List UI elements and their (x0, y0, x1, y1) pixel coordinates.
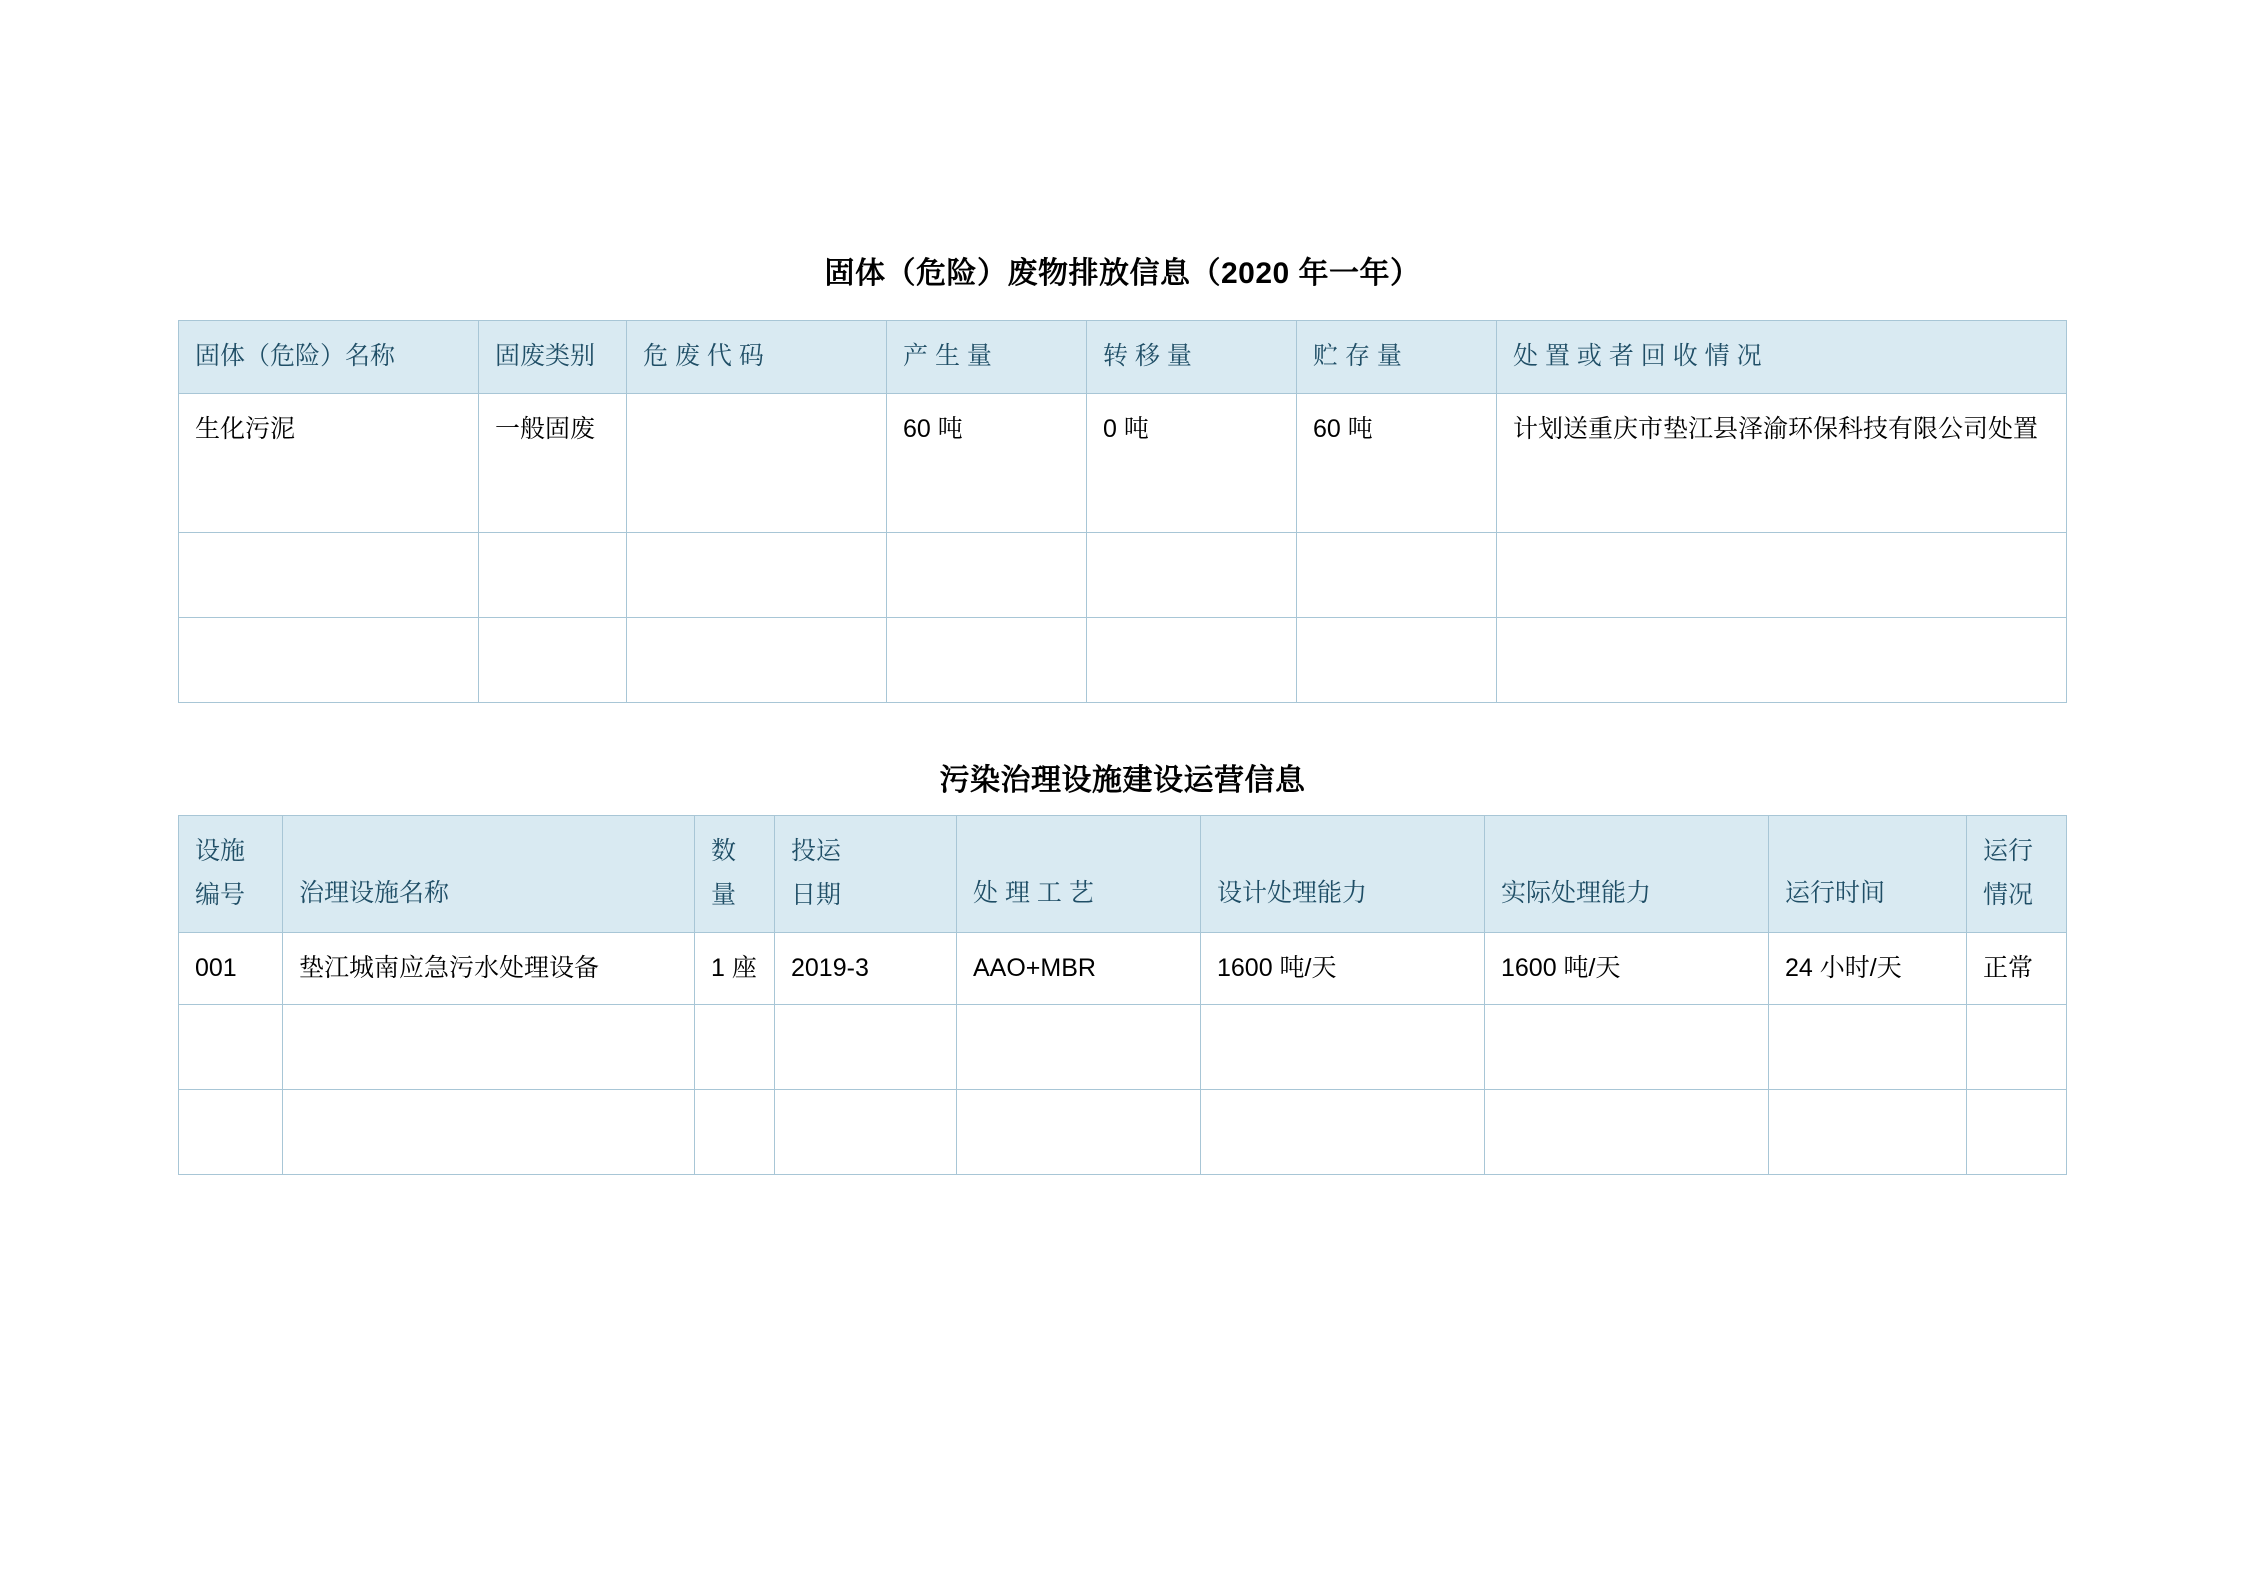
cell-facility-id (179, 1090, 283, 1175)
column-header-process (957, 816, 1201, 933)
table-row (179, 932, 2067, 1005)
column-header-line: 运行 (1983, 837, 2034, 865)
cell-generated (887, 617, 1087, 702)
cell-start-date (775, 1090, 957, 1175)
column-header-quantity (695, 816, 775, 933)
cell-process (957, 1090, 1201, 1175)
column-header-stored: 贮 存 量 (1297, 321, 1497, 394)
cell-disposal: 计划送重庆市垫江县泽渝环保科技有限公司处置 (1497, 393, 2067, 532)
column-header-start-date (775, 816, 957, 933)
table-row (179, 393, 2067, 532)
cell-quantity: 1 座 (695, 932, 775, 1005)
cell-process: AAO+MBR (957, 932, 1201, 1005)
table-header-row (179, 816, 2067, 933)
cell-name (179, 617, 479, 702)
cell-quantity (695, 1005, 775, 1090)
cell-disposal (1497, 617, 2067, 702)
table-row (179, 1090, 2067, 1175)
column-header-disposal: 处 置 或 者 回 收 情 况 (1497, 321, 2067, 394)
column-header-line: 设计处理能力 (1217, 879, 1368, 907)
column-header-line: 投运 (791, 837, 842, 865)
column-header-line: 量 (711, 880, 737, 909)
cell-actual-capacity (1485, 1090, 1769, 1175)
column-header-line: 治理设施名称 (299, 879, 450, 907)
cell-name (179, 532, 479, 617)
cell-run-time: 24 小时/天 (1769, 932, 1967, 1005)
table-row (179, 617, 2067, 702)
column-header-category: 固废类别 (479, 321, 627, 394)
column-header-facility-id (179, 816, 283, 933)
column-header-run-time (1769, 816, 1967, 933)
cell-stored (1297, 532, 1497, 617)
cell-run-time (1769, 1090, 1967, 1175)
cell-quantity (695, 1090, 775, 1175)
cell-facility-name (283, 1005, 695, 1090)
cell-design-capacity: 1600 吨/天 (1201, 932, 1485, 1005)
solid-waste-table (178, 320, 2067, 703)
column-header-line: 运行时间 (1785, 879, 1886, 907)
cell-category: 一般固废 (479, 393, 627, 532)
cell-facility-name (283, 1090, 695, 1175)
cell-start-date (775, 1005, 957, 1090)
column-header-line: 编号 (195, 880, 246, 909)
section-title-treatment-facility: 污染治理设施建设运营信息 (939, 764, 1306, 797)
cell-run-time (1769, 1005, 1967, 1090)
cell-transferred (1087, 532, 1297, 617)
table-header-row (179, 321, 2067, 394)
column-header-actual-capacity (1485, 816, 1769, 933)
column-header-transferred: 转 移 量 (1087, 321, 1297, 394)
column-header-status (1967, 816, 2067, 933)
column-header-line: 日期 (791, 880, 842, 909)
cell-name: 生化污泥 (179, 393, 479, 532)
cell-status: 正常 (1967, 932, 2067, 1005)
cell-facility-id (179, 1005, 283, 1090)
column-header-code: 危 废 代 码 (627, 321, 887, 394)
column-header-line: 情况 (1983, 880, 2034, 909)
table-row (179, 532, 2067, 617)
cell-status (1967, 1005, 2067, 1090)
cell-actual-capacity: 1600 吨/天 (1485, 932, 1769, 1005)
cell-facility-name: 垫江城南应急污水处理设备 (283, 932, 695, 1005)
solid-waste-table-wrapper (178, 320, 2066, 703)
treatment-facility-table-wrapper (178, 815, 2066, 1175)
cell-transferred: 0 吨 (1087, 393, 1297, 532)
cell-transferred (1087, 617, 1297, 702)
cell-code (627, 532, 887, 617)
cell-code (627, 617, 887, 702)
column-header-name: 固体（危险）名称 (179, 321, 479, 394)
column-header-line: 实际处理能力 (1501, 879, 1652, 907)
column-header-line: 处 理 工 艺 (973, 879, 1094, 907)
cell-stored (1297, 617, 1497, 702)
treatment-facility-table (178, 815, 2067, 1175)
column-header-line: 数 (711, 837, 737, 865)
section-title-solid-waste: 固体（危险）废物排放信息（2020 年一年） (824, 257, 1421, 290)
cell-category (479, 532, 627, 617)
column-header-generated: 产 生 量 (887, 321, 1087, 394)
cell-start-date: 2019-3 (775, 932, 957, 1005)
column-header-facility-name (283, 816, 695, 933)
column-header-line: 设施 (195, 837, 246, 865)
cell-process (957, 1005, 1201, 1090)
cell-generated: 60 吨 (887, 393, 1087, 532)
cell-stored: 60 吨 (1297, 393, 1497, 532)
cell-actual-capacity (1485, 1005, 1769, 1090)
cell-code (627, 393, 887, 532)
cell-disposal (1497, 532, 2067, 617)
cell-generated (887, 532, 1087, 617)
cell-facility-id: 001 (179, 932, 283, 1005)
cell-design-capacity (1201, 1090, 1485, 1175)
cell-design-capacity (1201, 1005, 1485, 1090)
column-header-design-capacity (1201, 816, 1485, 933)
cell-category (479, 617, 627, 702)
cell-status (1967, 1090, 2067, 1175)
table-row (179, 1005, 2067, 1090)
